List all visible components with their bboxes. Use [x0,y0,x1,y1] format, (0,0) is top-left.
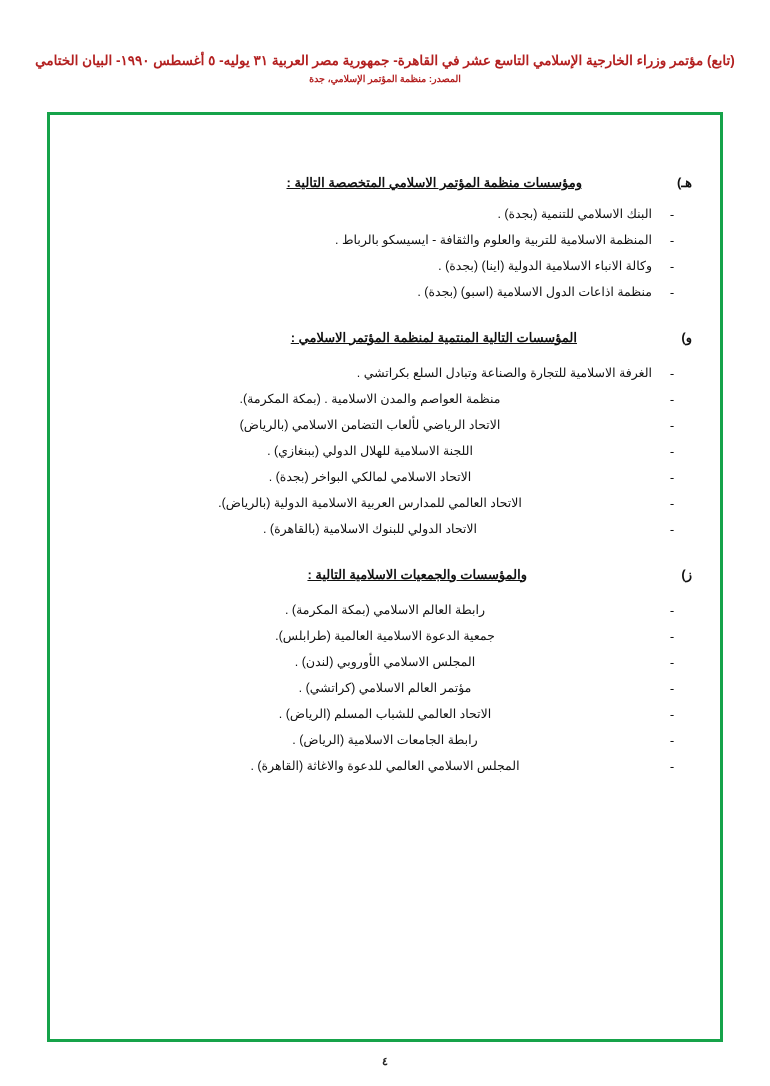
dash-bullet: - [669,470,675,486]
list-item-label: الاتحاد الدولي للبنوك الاسلامية (بالقاهرة) . [262,522,477,537]
dash-bullet: - [669,602,675,618]
list-item-label: منظمة العواصم والمدن الاسلامية . (بمكة المكرمة). [239,391,501,406]
dash-bullet: - [669,522,675,538]
dash-bullet: - [669,654,675,670]
section-item-list [78,601,692,778]
list-item-label: اللجنة الاسلامية للهلال الدولي (ببنغازي) . [267,443,473,458]
dash-bullet: - [669,707,675,723]
list-item [118,679,692,699]
page-content [78,175,692,1019]
dash-bullet: - [669,443,675,459]
section-item-list [78,364,692,541]
section-title: المؤسسات التالية المنتمية لمنظمة المؤتمر الاسلامي : [290,329,577,345]
section-heading [78,330,692,346]
dash-bullet: - [669,496,675,512]
list-item [118,705,692,725]
list-item [88,494,692,514]
page-frame [47,112,723,1042]
list-item-label: الاتحاد العالمي للمدارس العربية الاسلامية الدولية (بالرياض). [218,496,522,511]
list-item-label: جمعية الدعوة الاسلامية العالمية (طرابلس). [275,628,495,643]
list-item [88,520,692,540]
list-item [138,205,692,225]
section-title: والمؤسسات والجمعيات الاسلامية التالية : [307,566,527,582]
list-item-label: رابطة الجامعات الاسلامية (الرياض) . [292,733,478,748]
section-marker: هـ) [677,175,692,190]
list-item-label: البنك الاسلامي للتنمية (بجدة) . [497,207,652,221]
dash-bullet: - [669,417,675,433]
list-item-label: المجلس الاسلامي الأوروبي (لندن) . [294,654,476,669]
list-item-label: الغرفة الاسلامية للتجارة والصناعة وتبادل السلع بكراتشي . [356,365,652,380]
section-heading [78,175,692,191]
list-item [118,757,692,777]
dash-bullet: - [669,259,675,275]
page-number: ٤ [382,1056,388,1068]
list-item-label: المنظمة الاسلامية للتربية والعلوم والثقافة - ايسيسكو بالرباط . [335,233,652,248]
list-item [88,390,692,410]
section-heading [78,567,692,583]
section-marker: ز) [681,566,692,582]
list-item [88,442,692,462]
list-item-label: الاتحاد العالمي للشباب المسلم (الرياض) . [278,707,492,722]
section-title: ومؤسسات منظمة المؤتمر الاسلامي المتخصصة التالية : [286,175,582,190]
document-title: (تابع) مؤتمر وزراء الخارجية الإسلامي التاسع عشر في القاهرة- جمهورية مصر العربية ٣١ يوليه- ٥ أغسطس ١٩٩٠- البيان الختامي [35,53,735,68]
list-item-label: الاتحاد الرياضي لألعاب التضامن الاسلامي (بالرياض) [239,417,501,432]
list-item-label: المجلس الاسلامي العالمي للدعوة والاغاثة (القاهرة) . [250,759,520,774]
dash-bullet: - [669,207,675,222]
dash-bullet: - [669,680,675,696]
list-item [88,364,692,384]
list-item [138,231,692,251]
dash-bullet: - [669,365,675,381]
list-item [138,257,692,277]
list-item [118,731,692,751]
section-hah [78,175,692,304]
document-source: المصدر: منظمة المؤتمر الإسلامي، جدة [309,73,461,85]
dash-bullet: - [669,759,675,775]
document-header [0,52,770,85]
dash-bullet: - [669,233,675,249]
list-item [138,283,692,303]
list-item [118,627,692,647]
list-item-label: رابطة العالم الاسلامي (بمكة المكرمة) . [284,602,486,617]
list-item-label: وكالة الانباء الاسلامية الدولية (اينا) (بجدة) . [438,259,652,274]
section-zay [78,567,692,778]
dash-bullet: - [669,733,675,749]
list-item-label: الاتحاد الاسلامي لمالكي البواخر (بجدة) . [268,470,472,485]
list-item [118,601,692,621]
dash-bullet: - [669,628,675,644]
section-waw [78,330,692,541]
list-item-label: منظمة اذاعات الدول الاسلامية (اسبو) (بجدة) . [417,285,652,300]
section-marker: و) [681,329,692,345]
dash-bullet: - [669,391,675,407]
dash-bullet: - [669,285,675,301]
list-item [88,416,692,436]
section-item-list [78,205,692,304]
list-item [88,468,692,488]
list-item [118,653,692,673]
list-item-label: مؤتمر العالم الاسلامي (كراتشي) . [298,680,472,695]
